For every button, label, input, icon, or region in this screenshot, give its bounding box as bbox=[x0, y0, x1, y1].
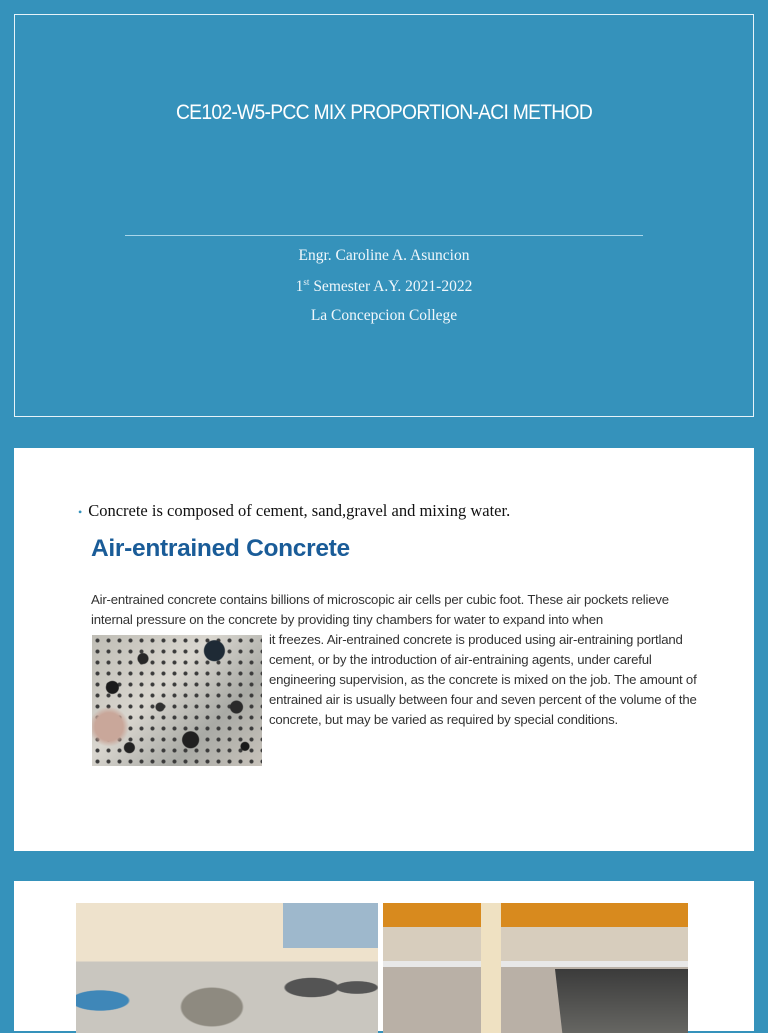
bullet-icon: • bbox=[78, 505, 83, 519]
slump-cone-photo bbox=[76, 903, 378, 1033]
bullet-text: Concrete is composed of cement, sand,gravel and mixing water. bbox=[88, 501, 511, 520]
slide-title: CE102-W5-PCC MIX PROPORTION-ACI METHOD bbox=[175, 101, 593, 124]
semester-ordinal: 1 bbox=[295, 278, 304, 296]
author-name: Engr. Caroline A. Asuncion bbox=[298, 247, 470, 264]
section-heading: Air-entrained Concrete bbox=[91, 535, 350, 562]
air-entrained-concrete-image bbox=[92, 635, 262, 766]
paragraph-right: it freezes. Air-entrained concrete is produced using air-entraining portland cement, or by the introduction of air-entraining agents, under careful engineering supervision, as the concrete is mixed on the job. The amount of entrained air is usually between four and seven percent of the volume of the concrete, but may be varied as required by special conditions. bbox=[269, 632, 697, 727]
semester-rest: Semester A.Y. 2021-2022 bbox=[309, 278, 473, 296]
content-slide-air-entrained bbox=[14, 448, 754, 851]
content-slide-slump-test bbox=[14, 881, 754, 1031]
semester-suffix: st bbox=[303, 277, 310, 287]
paragraph-top: Air-entrained concrete contains billions of microscopic air cells per cubic foot. These air pockets relieve internal pressure on the concrete by providing tiny chambers for water to expand into when bbox=[91, 592, 669, 627]
institution-name: La Concepcion College bbox=[310, 307, 458, 324]
slump-measure-photo bbox=[383, 903, 688, 1033]
bullet-item bbox=[78, 501, 510, 521]
title-divider bbox=[125, 235, 643, 236]
semester-line bbox=[15, 277, 753, 296]
title-slide bbox=[14, 14, 754, 417]
